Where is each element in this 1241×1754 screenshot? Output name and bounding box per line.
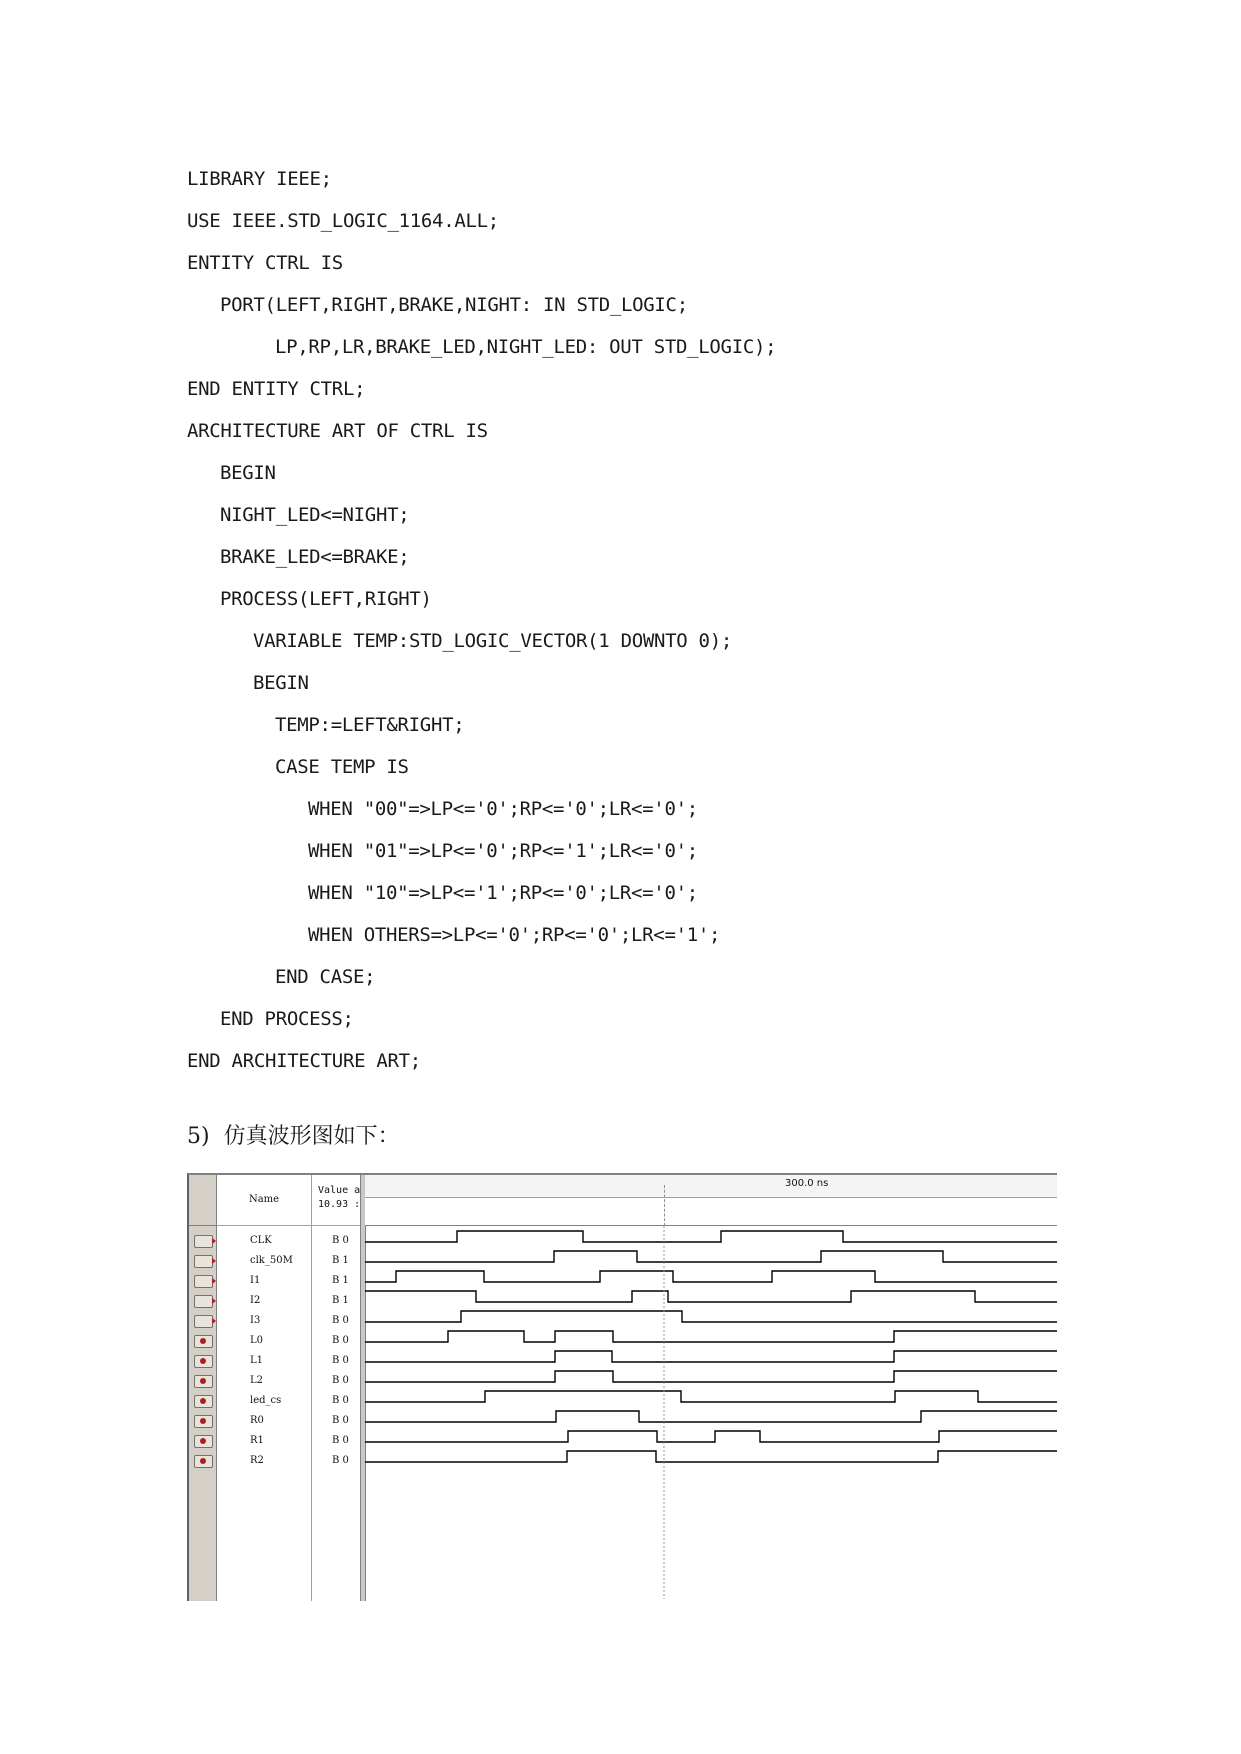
name-column-header: Name: [217, 1175, 311, 1226]
signal-trace: [365, 1231, 1057, 1242]
signal-name[interactable]: R1: [250, 1435, 264, 1446]
value-header-line2: 10.93 :: [318, 1199, 360, 1210]
code-line: VARIABLE TEMP:STD_LOGIC_VECTOR(1 DOWNTO 0);: [253, 630, 732, 652]
signal-value: B 1: [332, 1275, 349, 1286]
output-pin-icon: [194, 1355, 213, 1368]
signal-trace: [365, 1271, 1057, 1282]
signal-trace: [365, 1291, 1057, 1302]
output-pin-icon: [194, 1335, 213, 1348]
code-line: LP,RP,LR,BRAKE_LED,NIGHT_LED: OUT STD_LOGIC);: [275, 336, 777, 358]
signal-name[interactable]: R0: [250, 1415, 264, 1426]
output-pin-icon: [194, 1455, 213, 1468]
signal-trace: [365, 1391, 1057, 1402]
code-line: WHEN "10"=>LP<='1';RP<='0';LR<='0';: [308, 882, 698, 904]
signal-value: B 1: [332, 1255, 349, 1266]
code-line: END ARCHITECTURE ART;: [187, 1050, 421, 1072]
signal-name[interactable]: I3: [250, 1315, 261, 1326]
code-line: WHEN "00"=>LP<='0';RP<='0';LR<='0';: [308, 798, 698, 820]
value-column-header: [312, 1175, 360, 1226]
time-ruler-header: [365, 1175, 1057, 1226]
signal-trace: [365, 1451, 1057, 1462]
figure-caption: 5) 仿真波形图如下：: [187, 1124, 400, 1149]
code-line: PORT(LEFT,RIGHT,BRAKE,NIGHT: IN STD_LOGIC;: [220, 294, 688, 316]
code-line: WHEN OTHERS=>LP<='0';RP<='0';LR<='1';: [308, 924, 721, 946]
signal-name[interactable]: I1: [250, 1275, 261, 1286]
signal-name[interactable]: R2: [250, 1455, 264, 1466]
output-pin-icon: [194, 1415, 213, 1428]
input-pin-icon: [194, 1315, 213, 1328]
output-pin-icon: [194, 1435, 213, 1448]
signal-value: B 0: [332, 1455, 349, 1466]
signal-name[interactable]: CLK: [250, 1235, 272, 1246]
code-line: BEGIN: [253, 672, 309, 694]
signal-name[interactable]: I2: [250, 1295, 261, 1306]
code-line: ARCHITECTURE ART OF CTRL IS: [187, 420, 488, 442]
signal-name[interactable]: clk_50M: [250, 1255, 293, 1266]
output-pin-icon: [194, 1395, 213, 1408]
code-line: BEGIN: [220, 462, 276, 484]
time-cursor-head[interactable]: [664, 1185, 666, 1226]
value-header-line1: Value a: [318, 1185, 360, 1196]
waveform-plot[interactable]: [365, 1226, 1057, 1599]
signal-name[interactable]: led_cs: [250, 1395, 282, 1406]
signal-name[interactable]: L1: [250, 1355, 264, 1366]
code-line: CASE TEMP IS: [275, 756, 409, 778]
code-line: END PROCESS;: [220, 1008, 354, 1030]
signal-value: B 0: [332, 1355, 349, 1366]
code-line: END ENTITY CTRL;: [187, 378, 366, 400]
signal-name[interactable]: L0: [250, 1335, 264, 1346]
signal-value: B 1: [332, 1295, 349, 1306]
input-pin-icon: [194, 1275, 213, 1288]
signal-trace: [365, 1251, 1057, 1262]
signal-value: B 0: [332, 1395, 349, 1406]
signal-trace: [365, 1311, 1057, 1322]
gutter-header: [189, 1175, 216, 1226]
signal-value: B 0: [332, 1315, 349, 1326]
signal-trace: [365, 1351, 1057, 1362]
input-pin-icon: [194, 1235, 213, 1248]
vhdl-code-block: [187, 158, 776, 1082]
time-ruler: [365, 1175, 1057, 1198]
signal-value: B 0: [332, 1415, 349, 1426]
code-line: PROCESS(LEFT,RIGHT): [220, 588, 432, 610]
cursor-time-label: 300.0 ns: [785, 1178, 829, 1189]
simulation-waveform: [187, 1173, 1057, 1601]
signal-name[interactable]: L2: [250, 1375, 264, 1386]
signal-trace: [365, 1331, 1057, 1342]
signal-trace: [365, 1431, 1057, 1442]
code-line: BRAKE_LED<=BRAKE;: [220, 546, 410, 568]
code-line: END CASE;: [275, 966, 376, 988]
output-pin-icon: [194, 1375, 213, 1388]
signal-value: B 0: [332, 1335, 349, 1346]
code-line: LIBRARY IEEE;: [187, 168, 332, 190]
signal-value: B 0: [332, 1375, 349, 1386]
code-line: USE IEEE.STD_LOGIC_1164.ALL;: [187, 210, 499, 232]
input-pin-icon: [194, 1255, 213, 1268]
input-pin-icon: [194, 1295, 213, 1308]
code-line: WHEN "01"=>LP<='0';RP<='1';LR<='0';: [308, 840, 698, 862]
signal-trace: [365, 1411, 1057, 1422]
signal-trace: [365, 1371, 1057, 1382]
signal-value: B 0: [332, 1235, 349, 1246]
code-line: NIGHT_LED<=NIGHT;: [220, 504, 410, 526]
code-line: ENTITY CTRL IS: [187, 252, 343, 274]
code-line: TEMP:=LEFT&RIGHT;: [275, 714, 465, 736]
signal-icon-gutter: [189, 1175, 217, 1601]
signal-value: B 0: [332, 1435, 349, 1446]
